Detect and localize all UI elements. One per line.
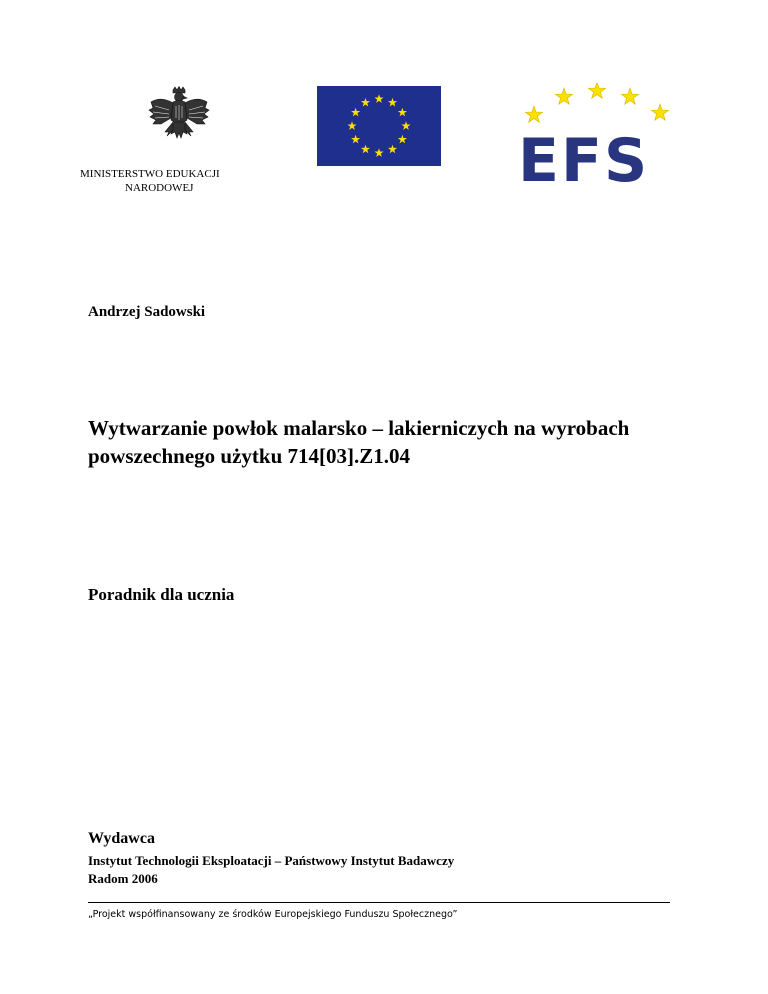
ministry-line2: NARODOWEJ [125, 182, 194, 194]
efs-star-icon [555, 88, 572, 104]
efs-star-icon [588, 83, 605, 98]
footer-divider [88, 902, 670, 903]
footer-note: „Projekt współfinansowany ze środków Europejskiego Funduszu Społecznego” [88, 909, 458, 920]
efs-logo [514, 83, 674, 191]
author-name: Andrzej Sadowski [88, 304, 206, 320]
efs-star-icon [621, 88, 638, 104]
publisher-city-year: Radom 2006 [88, 871, 158, 886]
publisher-heading: Wydawca [88, 830, 155, 847]
efs-star-icon [525, 106, 542, 122]
eu-flag [317, 86, 441, 166]
document-subtitle: Poradnik dla ucznia [88, 585, 235, 604]
ministry-caption [80, 167, 280, 195]
document-title: Wytwarzanie powłok malarsko – lakierniczych na wyrobach powszechnego użytku 714[03].Z1.04 [88, 416, 630, 468]
efs-logo-text: EFS [518, 126, 650, 191]
publisher-name: Instytut Technologii Eksploatacji – Państwowy Instytut Badawczy [88, 853, 455, 868]
efs-star-icon [651, 104, 668, 120]
polish-eagle-emblem [147, 86, 211, 148]
ministry-line1: MINISTERSTWO EDUKACJI [80, 168, 220, 180]
